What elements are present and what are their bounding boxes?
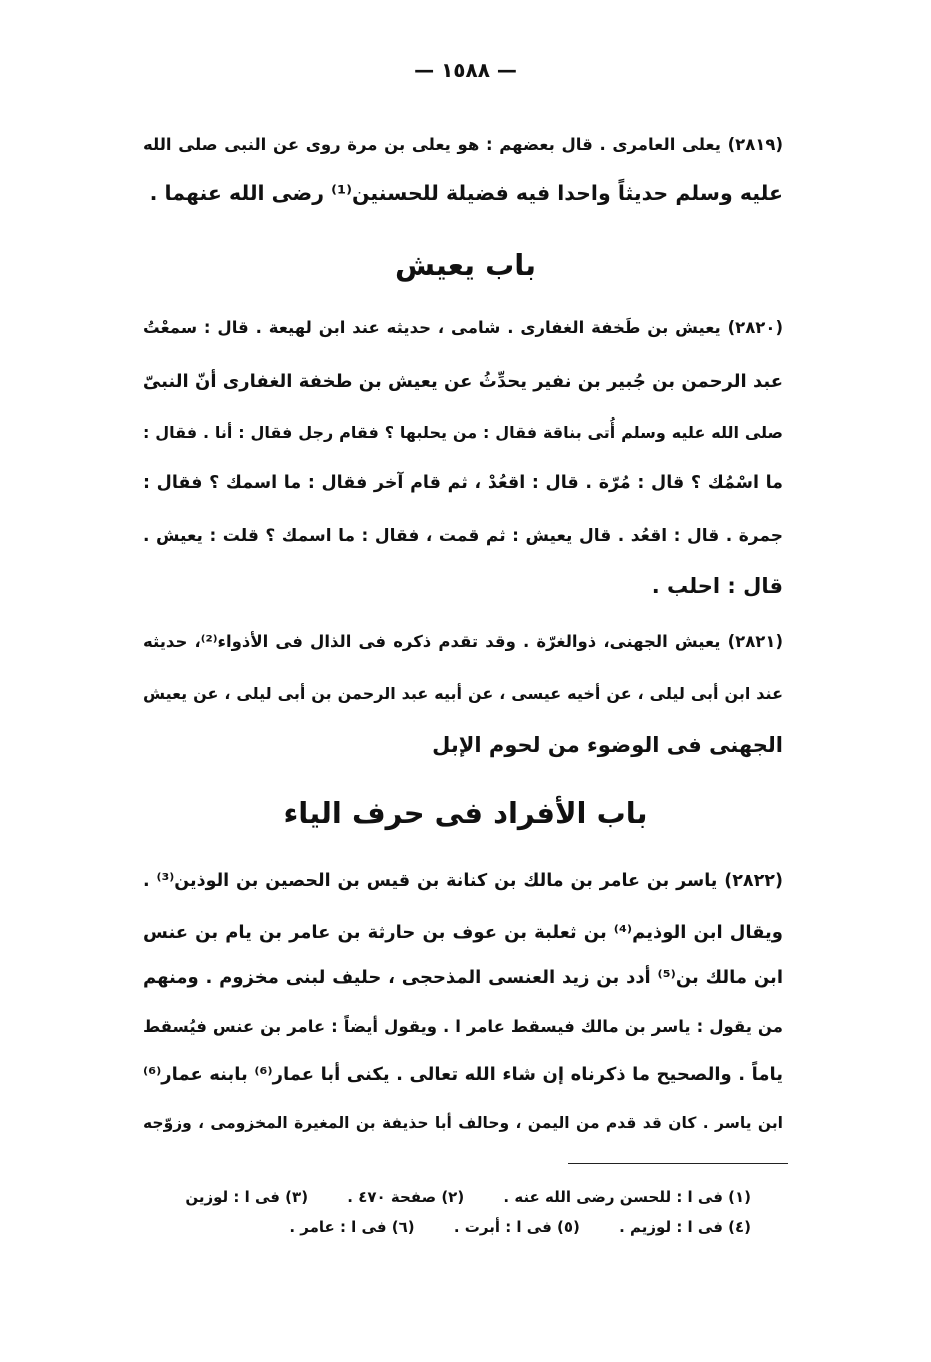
entry-2820-line-2: عبد الرحمن بن جُبير بن نفير يحدِّثُ عن يعيش بن طخفة الغفارى أنّ النبىّ	[142, 371, 783, 392]
entry-2820-line-1: (٢٨٢٠) يعيش بن طَخفة الغفارى . شامى ، حديثه عند ابن لهيعة . قال : سمعْتُ	[143, 318, 783, 337]
page-number: — ١٥٨٨ —	[414, 58, 517, 82]
footnote-6: (٦) فى ا : عامر .	[289, 1218, 415, 1236]
heading-bab-afrad: باب الأفراد فى حرف الياء	[283, 796, 648, 830]
entry-2819-line-1: (٢٨١٩) يعلى العامرى . قال بعضهم : هو يعلى بن مرة روى عن النبى صلى الله	[143, 135, 783, 154]
entry-2822-line-4: من يقول : ياسر بن مالك فيسقط عامر ا . ويقول أيضاً : عامر بن عنس فيُسقط	[143, 1017, 783, 1036]
entry-2822-line-1: (٢٨٢٢) ياسر بن عامر بن مالك بن كنانة بن قيس بن الحصين بن الوذين⁽³⁾ .	[143, 871, 783, 891]
heading-bab-yaish: باب يعيش	[394, 248, 537, 282]
entry-2821-line-3: الجهنى فى الوضوء من لحوم الإبل	[432, 733, 783, 757]
footnote-3: (٣) فى ا : لوزين	[185, 1188, 309, 1206]
footnote-5: (٥) فى ا : أبرت .	[453, 1218, 580, 1236]
footnote-2: (٢) صفحة ٤٧٠ .	[347, 1188, 465, 1206]
footnote-separator	[568, 1163, 788, 1164]
footnotes-line-1	[185, 1186, 751, 1208]
footnotes-line-2	[191, 1216, 751, 1238]
entry-2822-line-5: ياماً . والصحيح ما ذكرناه إن شاء الله تعالى . يكنى أبا عمار⁽⁶⁾ بابنه عمار⁽⁶⁾	[143, 1064, 783, 1085]
entry-2821-line-1: (٢٨٢١) يعيش الجهنى، ذوالغرّة . وقد تقدم ذكره فى الذال فى الأذواء⁽²⁾، حديثه	[143, 632, 783, 651]
entry-2821-line-2: عند ابن أبى ليلى ، عن أخيه عيسى ، عن أبيه عبد الرحمن بن أبى ليلى ، عن يعيش	[143, 684, 783, 703]
footnote-1: (١) فى ا : للحسن رضى الله عنه .	[503, 1188, 751, 1206]
entry-2819-line-2: عليه وسلم حديثاً واحدا فيه فضيلة للحسنين⁽¹⁾ رضى الله عنهما .	[149, 181, 783, 205]
entry-2820-line-6: قال : احلب .	[651, 574, 783, 598]
footnote-4: (٤) فى ا : لوزيم .	[619, 1218, 751, 1236]
entry-2822-line-3: ابن مالك بن⁽⁵⁾ أدد بن زيد العنسى المذحجى ، حليف لبنى مخزوم . ومنهم	[143, 967, 783, 988]
entry-2822-line-2: ويقال ابن الوذيم⁽⁴⁾ بن ثعلبة بن عوف بن حارثة بن عامر بن يام بن عنس	[143, 922, 783, 943]
entry-2820-line-4: ما اسْمُك ؟ قال : مُرّة . قال : اقعُدْ ، ثم قام آخر فقال : ما اسمك ؟ فقال :	[143, 473, 783, 493]
entry-2820-line-5: جمرة . قال : اقعُد . قال يعيش : ثم قمت ، فقال : ما اسمك ؟ قلت : يعيش .	[143, 526, 783, 546]
entry-2822-line-6: ابن ياسر . كان قد قدم من اليمن ، وحالف أبا حذيفة بن المغيرة المخزومى ، وزوّجه	[143, 1114, 783, 1132]
entry-2820-line-3: صلى الله عليه وسلم أُتى بناقة فقال : من يحلبها ؟ فقام رجل فقال : أنا . فقال :	[143, 423, 783, 442]
